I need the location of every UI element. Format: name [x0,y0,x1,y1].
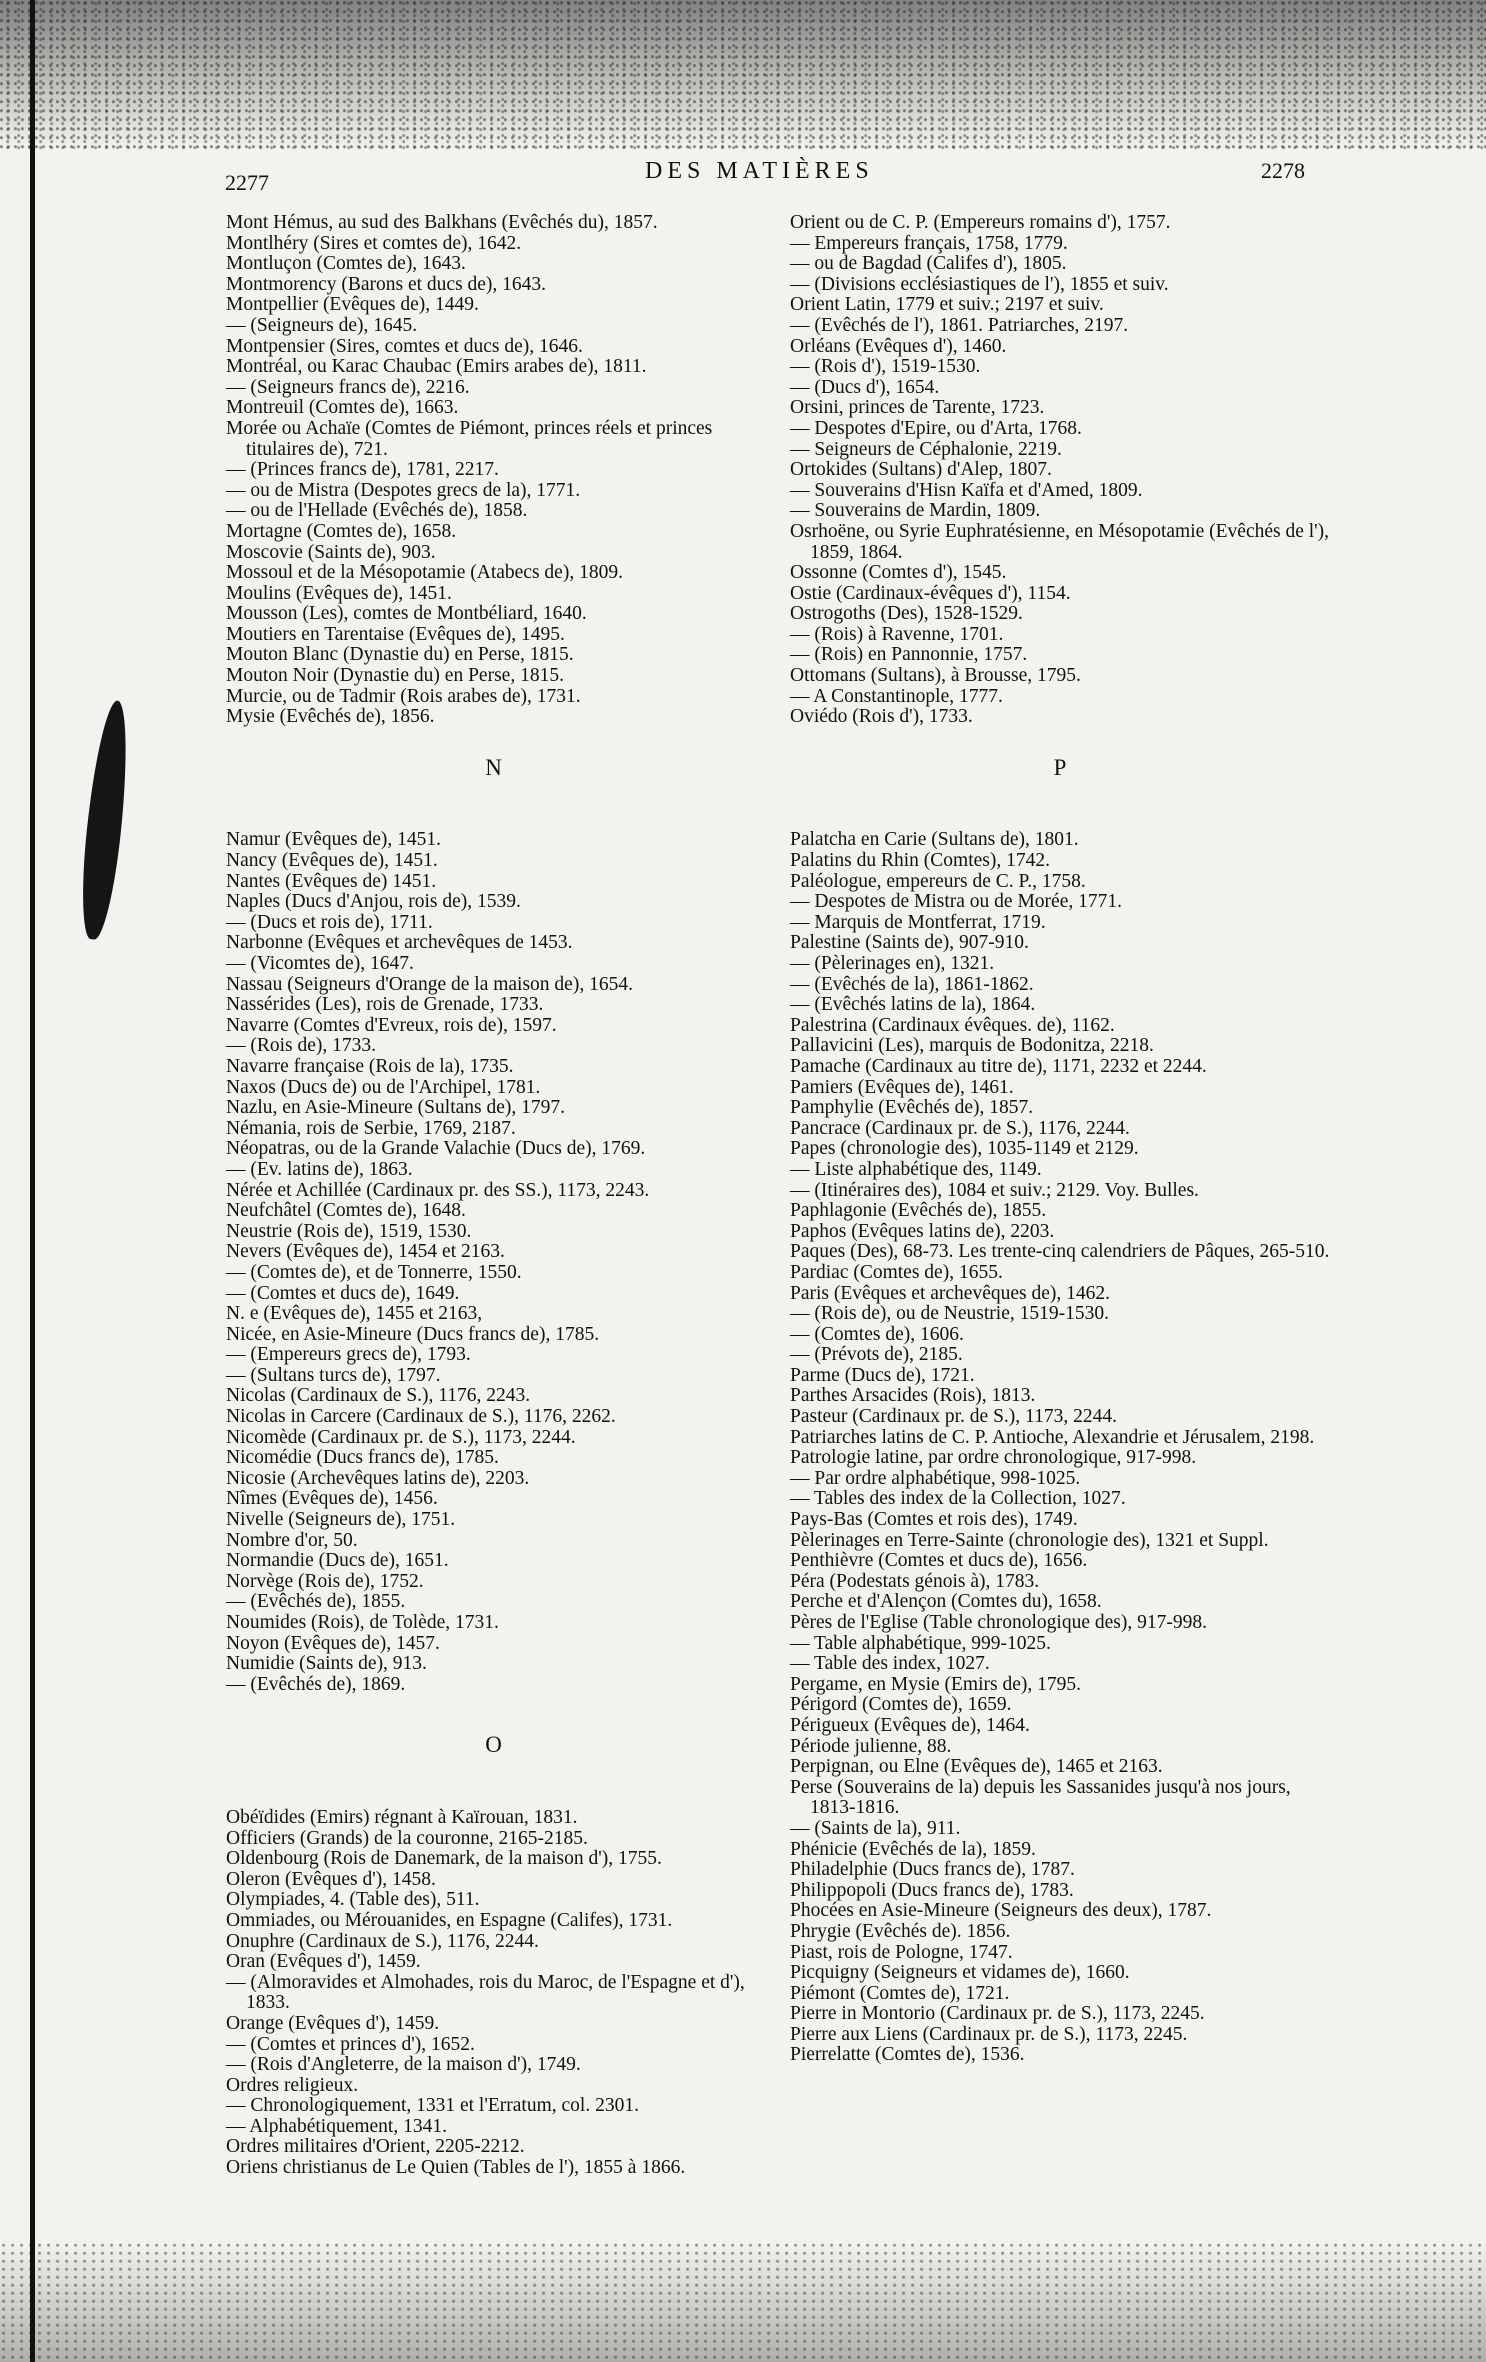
index-entry: Nicolas (Cardinaux de S.), 1176, 2243. [226,1385,531,1407]
index-entry: Néopatras, ou de la Grande Valachie (Ducs de), 1769. [226,1138,646,1160]
scan-speckle-bottom [0,2242,1486,2362]
index-entry: — (Vicomtes de), 1647. [226,953,414,974]
index-entry: Pasteur (Cardinaux pr. de S.), 1173, 2244. [790,1406,1117,1428]
index-entry: — (Rois) en Pannonnie, 1757. [790,644,1028,666]
index-entry: — (Comtes de), et de Tonnerre, 1550. [226,1261,522,1283]
index-entry: — (Evêchés de), 1855. [226,1591,406,1613]
section-letter-n: N [485,754,502,780]
index-entry: Périgord (Comtes de), 1659. [790,1694,1012,1716]
index-entry: — (Ev. latins de), 1863. [226,1158,413,1180]
index-entry: Pierre aux Liens (Cardinaux pr. de S.), 1173, 2245. [790,2023,1188,2045]
section-letter-o: O [485,1732,502,1758]
index-entry: Oriens christianus de Le Quien (Tables de l'), 1855 à 1866. [226,2157,686,2179]
index-entry: Mossoul et de la Mésopotamie (Atabecs de), 1809. [226,562,623,584]
index-entry: Mousson (Les), comtes de Montbéliard, 1640. [226,603,587,625]
page-number-right: 2278 [1261,158,1305,183]
index-entry: Oran (Evêques d'), 1459. [226,1951,421,1973]
index-entry: Mouton Noir (Dynastie du) en Perse, 1815. [226,665,564,687]
index-entry: — Table des index, 1027. [790,1653,990,1675]
index-entry: Phénicie (Evêchés de la), 1859. [790,1838,1036,1860]
index-entry: Nicosie (Archevêques latins de), 2203. [226,1467,530,1489]
index-entry: Paques (Des), 68-73. Les trente-cinq calendriers de Pâques, 265-510. [790,1241,1330,1263]
index-entry: — (Evêchés de la), 1861-1862. [790,973,1034,995]
index-entry: Pères de l'Eglise (Table chronologique des), 917-998. [790,1612,1207,1633]
index-entry: Nassérides (Les), rois de Grenade, 1733. [226,994,544,1016]
index-entry: — Marquis de Montferrat, 1719. [790,911,1046,933]
index-entry: Nérée et Achillée (Cardinaux pr. des SS.), 1173, 2243. [226,1179,650,1201]
index-entry: Phocées en Asie-Mineure (Seigneurs des deux), 1787. [790,1900,1212,1922]
index-entry: Paléologue, empereurs de C. P., 1758. [790,870,1086,892]
index-entry: Perpignan, ou Elne (Evêques de), 1465 et 2163. [790,1756,1163,1778]
index-entry: Moscovie (Saints de), 903. [226,541,436,563]
index-entry: Noumides (Rois), de Tolède, 1731. [226,1612,499,1633]
index-entry: Période julienne, 88. [790,1735,952,1757]
index-entry: Morée ou Achaïe (Comtes de Piémont, princes réels et princes titulaires de), 721. [226,417,713,460]
index-entry: Piast, rois de Pologne, 1747. [790,1941,1013,1963]
index-entry: Montreuil (Comtes de), 1663. [226,397,459,419]
index-entry: Nazlu, en Asie-Mineure (Sultans de), 1797. [226,1097,566,1119]
index-entry: Oldenbourg (Rois de Danemark, de la maison d'), 1755. [226,1848,662,1870]
index-entry: Pierrelatte (Comtes de), 1536. [790,2044,1025,2066]
index-entry: Pamache (Cardinaux au titre de), 1171, 2232 et 2244. [790,1055,1207,1077]
index-entry: Montpellier (Evêques de), 1449. [226,294,479,316]
index-entry: — (Evêchés latins de la), 1864. [790,994,1036,1016]
index-entry: Orléans (Evêques d'), 1460. [790,335,1007,357]
index-entry: Pamphylie (Evêchés de), 1857. [790,1097,1034,1119]
index-entry: Ossonne (Comtes d'), 1545. [790,562,1007,584]
index-entry: Onuphre (Cardinaux de S.), 1176, 2244. [226,1930,539,1952]
index-column-right [790,213,1330,2066]
index-entry: — Chronologiquement, 1331 et l'Erratum, col. 2301. [226,2095,639,2117]
index-entry: Nicomédie (Ducs francs de), 1785. [226,1447,499,1469]
index-entry: Montpensier (Sires, comtes et ducs de), 1646. [226,335,583,357]
index-entry: Pardiac (Comtes de), 1655. [790,1261,1003,1283]
index-entry: Pallavicini (Les), marquis de Bodonitza, 2218. [790,1035,1154,1057]
index-entry: — (Ducs et rois de), 1711. [226,911,433,933]
index-entry: Namur (Evêques de), 1451. [226,829,441,851]
index-entry: Ordres religieux. [226,2074,359,2096]
index-entry: Nombre d'or, 50. [226,1529,358,1551]
index-entry: — (Seigneurs francs de), 2216. [226,376,470,398]
index-entry: Montlhéry (Sires et comtes de), 1642. [226,232,522,254]
index-entry: — (Rois de), 1733. [226,1035,377,1057]
binding-shadow [30,0,35,2362]
index-entry: — (Pèlerinages en), 1321. [790,953,995,974]
index-entry: — (Rois d'Angleterre, de la maison d'), 1749. [226,2054,581,2076]
index-entry: — (Itinéraires des), 1084 et suiv.; 2129. Voy. Bulles. [790,1179,1199,1201]
index-entry: — (Comtes de), 1606. [790,1323,964,1345]
index-entry: Palatins du Rhin (Comtes), 1742. [790,850,1050,872]
index-entry: — (Almoravides et Almohades, rois du Maroc, de l'Espagne et d'), 1833. [226,1971,745,2014]
index-entry: Olympiades, 4. (Table des), 511. [226,1889,480,1911]
index-entry: Oleron (Evêques d'), 1458. [226,1868,436,1890]
index-entry: Oviédo (Rois d'), 1733. [790,706,973,728]
page-number-left: 2277 [225,170,269,195]
index-entry: Nîmes (Evêques de), 1456. [226,1488,438,1510]
index-entry: Neustrie (Rois de), 1519, 1530. [226,1220,472,1242]
index-entry: — Souverains d'Hisn Kaïfa et d'Amed, 1809. [790,479,1143,501]
index-entry: — Despotes de Mistra ou de Morée, 1771. [790,891,1122,913]
index-entry: Orange (Evêques d'), 1459. [226,2012,440,2034]
index-group-m [226,213,761,728]
index-entry: — (Prévots de), 2185. [790,1344,963,1366]
index-entry: Nicée, en Asie-Mineure (Ducs francs de), 1785. [226,1323,600,1345]
index-entry: Nantes (Evêques de) 1451. [226,870,437,892]
index-entry: Ortokides (Sultans) d'Alep, 1807. [790,459,1052,481]
index-entry: Pays-Bas (Comtes et rois des), 1749. [790,1509,1078,1531]
index-entry: Mortagne (Comtes de), 1658. [226,520,457,542]
index-entry: — A Constantinople, 1777. [790,685,1003,707]
index-entry: Philippopoli (Ducs francs de), 1783. [790,1879,1074,1901]
index-group-o-continued [790,213,1330,728]
index-entry: Nivelle (Seigneurs de), 1751. [226,1509,456,1531]
index-entry: Noyon (Evêques de), 1457. [226,1632,440,1654]
index-entry: Orient Latin, 1779 et suiv.; 2197 et suiv. [790,294,1104,316]
index-entry: — (Ducs d'), 1654. [790,376,940,398]
index-entry: Montluçon (Comtes de), 1643. [226,253,466,275]
index-entry: Navarre (Comtes d'Evreux, rois de), 1597. [226,1014,557,1036]
index-entry: Moutiers en Tarentaise (Evêques de), 1495. [226,623,565,645]
index-entry: — Table alphabétique, 999-1025. [790,1632,1051,1654]
index-entry: Palestine (Saints de), 907-910. [790,932,1029,954]
index-entry: Paphos (Evêques latins de), 2203. [790,1220,1055,1242]
index-entry: Pierre in Montorio (Cardinaux pr. de S.), 1173, 2245. [790,2003,1205,2025]
index-entry: Parthes Arsacides (Rois), 1813. [790,1385,1036,1407]
index-entry: Nicolas in Carcere (Cardinaux de S.), 1176, 2262. [226,1406,616,1428]
index-entry: Perse (Souverains de la) depuis les Sassanides jusqu'à nos jours, 1813-1816. [790,1776,1291,1819]
index-entry: — (Empereurs grecs de), 1793. [226,1344,471,1366]
index-entry: — Alphabétiquement, 1341. [226,2115,447,2137]
index-entry: Numidie (Saints de), 913. [226,1653,427,1675]
index-entry: Picquigny (Seigneurs et vidames de), 1660. [790,1962,1130,1984]
index-entry: Ostie (Cardinaux-évêques d'), 1154. [790,582,1071,604]
index-entry: Normandie (Ducs de), 1651. [226,1550,449,1572]
ink-blot [76,699,135,941]
index-entry: Orsini, princes de Tarente, 1723. [790,397,1045,419]
index-entry: — (Comtes et princes d'), 1652. [226,2033,475,2055]
index-entry: — Despotes d'Epire, ou d'Arta, 1768. [790,417,1082,439]
index-entry: — (Comtes et ducs de), 1649. [226,1282,460,1304]
index-entry: — (Evêchés de), 1869. [226,1673,406,1695]
index-entry: — (Rois) à Ravenne, 1701. [790,623,1004,645]
index-entry: Périgueux (Evêques de), 1464. [790,1714,1030,1736]
index-entry: Nicomède (Cardinaux pr. de S.), 1173, 2244. [226,1426,576,1448]
index-entry: Orient ou de C. P. (Empereurs romains d'), 1757. [790,212,1171,233]
index-entry: Péra (Podestats génois à), 1783. [790,1570,1040,1592]
index-entry: — (Rois de), ou de Neustrie, 1519-1530. [790,1303,1109,1325]
index-entry: Navarre française (Rois de la), 1735. [226,1055,514,1077]
index-entry: Phrygie (Evêchés de). 1856. [790,1920,1011,1942]
index-entry: Mysie (Evêchés de), 1856. [226,706,435,728]
index-entry: Pergame, en Mysie (Emirs de), 1795. [790,1673,1081,1695]
index-entry: Ottomans (Sultans), à Brousse, 1795. [790,665,1081,687]
index-group-n [226,830,761,1695]
index-entry: Philadelphie (Ducs francs de), 1787. [790,1859,1075,1881]
index-entry: — (Saints de la), 911. [790,1817,961,1839]
index-entry: Penthièvre (Comtes et ducs de), 1656. [790,1550,1088,1572]
section-letter-p: P [1053,754,1067,780]
index-entry: Nevers (Evêques de), 1454 et 2163. [226,1241,505,1263]
index-entry: — Seigneurs de Céphalonie, 2219. [790,438,1062,460]
index-entry: Montmorency (Barons et ducs de), 1643. [226,273,547,295]
index-entry: Perche et d'Alençon (Comtes du), 1658. [790,1591,1102,1613]
index-entry: Palatcha en Carie (Sultans de), 1801. [790,829,1079,851]
index-entry: Pèlerinages en Terre-Sainte (chronologie des), 1321 et Suppl. [790,1529,1269,1551]
page-title: DES MATIÈRES [645,158,874,184]
index-entry: Montréal, ou Karac Chaubac (Emirs arabes de), 1811. [226,356,647,378]
index-column-left [226,213,761,2179]
index-entry: — (Evêchés de l'), 1861. Patriarches, 2197. [790,314,1129,336]
index-entry: Mont Hémus, au sud des Balkhans (Evêchés du), 1857. [226,212,658,233]
index-entry: Ordres militaires d'Orient, 2205-2212. [226,2136,525,2158]
page-header [225,152,1305,195]
index-entry: Papes (chronologie des), 1035-1149 et 2129. [790,1138,1139,1160]
index-entry: Obéïdides (Emirs) régnant à Kaïrouan, 1831. [226,1806,578,1828]
index-entry: Némania, rois de Serbie, 1769, 2187. [226,1117,516,1139]
index-entry: — ou de l'Hellade (Evêchés de), 1858. [226,500,528,522]
index-entry: — Tables des index de la Collection, 1027. [790,1488,1126,1510]
index-entry: Ommiades, ou Mérouanides, en Espagne (Califes), 1731. [226,1909,673,1931]
index-entry: Naxos (Ducs de) ou de l'Archipel, 1781. [226,1076,541,1098]
index-entry: Palestrina (Cardinaux évêques. de), 1162. [790,1014,1115,1036]
index-entry: Officiers (Grands) de la couronne, 2165-2185. [226,1827,588,1849]
index-entry: — ou de Bagdad (Califes d'), 1805. [790,253,1067,275]
index-entry: Nancy (Evêques de), 1451. [226,850,438,872]
index-entry: — (Divisions ecclésiastiques de l'), 1855 et suiv. [790,273,1169,295]
index-entry: — (Seigneurs de), 1645. [226,314,418,336]
index-entry: Naples (Ducs d'Anjou, rois de), 1539. [226,891,521,913]
index-entry: Narbonne (Evêques et archevêques de 1453. [226,932,573,954]
index-entry: Patrologie latine, par ordre chronologique, 917-998. [790,1447,1197,1469]
index-group-o [226,1808,761,2179]
index-entry: Neufchâtel (Comtes de), 1648. [226,1200,466,1222]
index-entry: — Souverains de Mardin, 1809. [790,500,1041,522]
index-entry: — (Sultans turcs de), 1797. [226,1364,441,1386]
index-entry: — Liste alphabétique des, 1149. [790,1158,1042,1180]
index-entry: Ostrogoths (Des), 1528-1529. [790,603,1023,625]
index-group-p [790,830,1330,2066]
index-entry: — (Princes francs de), 1781, 2217. [226,459,499,481]
index-entry: Nassau (Seigneurs d'Orange de la maison de), 1654. [226,973,633,995]
index-entry: — ou de Mistra (Despotes grecs de la), 1771. [226,479,581,501]
index-entry: — (Rois d'), 1519-1530. [790,356,981,378]
index-entry: Paris (Evêques et archevêques de), 1462. [790,1282,1111,1304]
index-entry: N. e (Evêques de), 1455 et 2163, [226,1303,483,1325]
index-entry: Pamiers (Evêques de), 1461. [790,1076,1014,1098]
index-entry: Norvège (Rois de), 1752. [226,1570,424,1592]
index-entry: Piémont (Comtes de), 1721. [790,1982,1010,2004]
scan-speckle-top [0,0,1486,150]
index-entry: — Empereurs français, 1758, 1779. [790,232,1068,254]
index-entry: Patriarches latins de C. P. Antioche, Alexandrie et Jérusalem, 2198. [790,1426,1315,1448]
index-entry: Mouton Blanc (Dynastie du) en Perse, 1815. [226,644,574,666]
index-entry: Osrhoëne, ou Syrie Euphratésienne, en Mésopotamie (Evêchés de l'), 1859, 1864. [790,520,1330,563]
index-entry: Pancrace (Cardinaux pr. de S.), 1176, 2244. [790,1117,1130,1139]
index-entry: Paphlagonie (Evêchés de), 1855. [790,1200,1047,1222]
index-entry: Murcie, ou de Tadmir (Rois arabes de), 1731. [226,685,581,707]
index-entry: Parme (Ducs de), 1721. [790,1364,975,1386]
index-entry: — Par ordre alphabétique, 998-1025. [790,1467,1081,1489]
index-entry: Moulins (Evêques de), 1451. [226,582,452,604]
